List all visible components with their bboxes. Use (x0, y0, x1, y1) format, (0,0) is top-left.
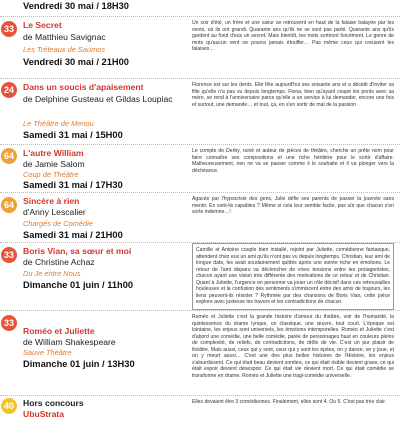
entry-author: de Delphine Gusteau et Gildas Loupiac (23, 94, 173, 104)
entry-description: Agacée par l'hypocrisie des gens, Julie défie ses parents de passer la journée sans mentir. En sont-ils capables ? Même si cela leur semble facile, pas sûr que chacun s'en sorte indemne…! (192, 196, 394, 216)
entry-description: Un soir d'été, un frère et une sœur se retrouvent en haut de la falaise balayée par les vents, où ils ont grandi. Quarante ans qu'ils ne se sont pas parlé. Quarante ans qu'ils gardent au fond d'eux un secret. Mais bientôt, les mots sortiront forcément. Le genre de mots qu'aucun vent ne pourra jamais étouffer… Pas même ceux qui creusent les falaises… (192, 20, 394, 53)
age-badge: 64 (1, 148, 17, 164)
entry-author: de Matthieu Savignac (23, 32, 106, 42)
program-entry (0, 311, 400, 396)
age-badge: 24 (1, 82, 17, 98)
entry-description: Roméo et Juliette c'est la grande histoire d'amour du théâtre, voir de l'humanité, la quintessence du drame lyrique, un classique, une œuvre, tout court. L'époque est lointaine, les enjeux sont universels, les émotions intemporelles. Roméo et Juliette c'est d'abord une comédie, une belle comédie, parée de personnages haut en couleurs pleins de complexité, de reliefs, de contradictions, de drôle de vie. C'est un pur plaisir de théâtre. Mais aussi, ceux qui y sont, ceux qui y sont les épées, on y danse, on y joue, et on y meurt aussi… C'est une des plus belles histoires de l'Histoire, les enjeux s'alourdissent. Ce qui était beau devient sombre, ce qui était risible devient grave, ce qui était espoir devient désespoir. Ce qui était vie devient mort. Ce qui était comédie se transforme en drame. Roméo et Juliette une tragi-comédie universelle. (192, 314, 394, 379)
program-entry (0, 145, 400, 193)
program-entry (0, 243, 400, 311)
entry-author: de William Shakespeare (23, 337, 116, 347)
entry-title: Hors concours (23, 398, 84, 408)
entry-date: Samedi 31 mai / 17H30 (23, 180, 123, 190)
entry-title: Sincère à rien (23, 196, 80, 206)
entry-description: Florence est sur les dents. Elle fête aujourd'hui ses soixante ans et a décidé d'inviter sa fille qu'elle n'a pas vu depuis longtemps. Fiona, bien qu'ayant coupé les ponts avec sa mère, se rend à l'anniversaire parce qu'elle a un service à lui demander, encore une fois et surtout, une demande… et tout, ça, en s'en sortir de mal de la passion (192, 82, 394, 108)
program-entry (0, 79, 400, 145)
program-entry (0, 396, 400, 436)
entry-date: Dimanche 01 juin / 13H30 (23, 359, 135, 369)
entry-description: Elles devaient être 3 comédiennes. Finalement, elles sont 4. Ou 5. C'est pas très clair. (192, 399, 387, 405)
entry-description: Le compte de Derby, ruiné et auteur de pièces de théâtre, cherche un prête nom pour faire connaître ses compositions et une riche héritière pour le sortir d'affaire. Malheureusement, rien ne va se passer comme il le souhaite et il va plonger vers la déchéance. (192, 148, 394, 174)
entry-date: Vendredi 30 mai / 18H30 (23, 1, 129, 11)
entry-info (0, 396, 190, 436)
entry-author: de Jamie Salom (23, 159, 85, 169)
entry-troupe: Du Je entre Nous (23, 269, 81, 278)
entry-troupe: Le Théâtre de Menou (23, 119, 94, 128)
age-badge: 40 (1, 398, 17, 414)
entry-info (0, 79, 190, 144)
entry-title: Roméo et Juliette (23, 326, 95, 336)
entry-author: d'Anny Lescalier (23, 207, 86, 217)
age-badge: 33 (1, 21, 17, 37)
entry-author: de Christine Achaz (23, 257, 95, 267)
entry-info (0, 311, 190, 395)
entry-date: Dimanche 01 juin / 11h00 (23, 280, 134, 290)
entry-date: Vendredi 30 mai / 21H00 (23, 57, 129, 67)
entry-info (0, 243, 190, 310)
entry-author: UbuStrata (23, 409, 65, 419)
age-badge: 33 (1, 247, 17, 263)
entry-troupe: Sauve Théâtre (23, 348, 72, 357)
entry-title: L'autre William (23, 148, 84, 158)
age-badge: 64 (1, 197, 17, 213)
entry-title: Le Secret (23, 20, 62, 30)
age-badge: 33 (1, 315, 17, 331)
entry-troupe: Les Tréteaux de Saumos (23, 45, 106, 54)
program-entry (0, 17, 400, 79)
entry-info (0, 145, 190, 192)
entry-info (0, 17, 190, 78)
entry-date: Samedi 31 mai / 15H00 (23, 130, 123, 140)
entry-troupe: Chargés de Comédie (23, 219, 93, 228)
entry-info (0, 193, 190, 242)
entry-description (192, 0, 394, 14)
entry-troupe: Coup de Théâtre (23, 170, 79, 179)
entry-description: Camille et Antoine couple bien installé, rejoint par Juliette, comédienne fantasque, attendent chez eux un ami qu'ils n'ont pas vu depuis longtemps. Christian, leur ami de longue date, les avait soudainement quittés après une soirée riche en émotions. Le retour de l'ami disparu va déclencher de vives tensions entre les protagonistes, chacun ayant une vision très différente des motivations de ce retour et de Christian. Quant à Juliette, l'urgence en personne va jouer un rôle décisif dans ces retrouvailles houleuses et la confusion des sentiments s'immiscent entre des amis de toujours, les liens peuvent-ils résister ? Rythmée par des chansons de Boris Vian, cette pièce explore avec justesse les travers et les contradictions de chacun. (192, 243, 394, 310)
program-entry (0, 193, 400, 243)
entry-title: Boris Vian, sa sœur et moi (23, 246, 132, 256)
program-entry (0, 0, 400, 17)
entry-title: Dans un soucis d'apaisement (23, 82, 144, 92)
entry-date: Samedi 31 mai / 21H00 (23, 230, 123, 240)
entry-info (0, 0, 190, 16)
